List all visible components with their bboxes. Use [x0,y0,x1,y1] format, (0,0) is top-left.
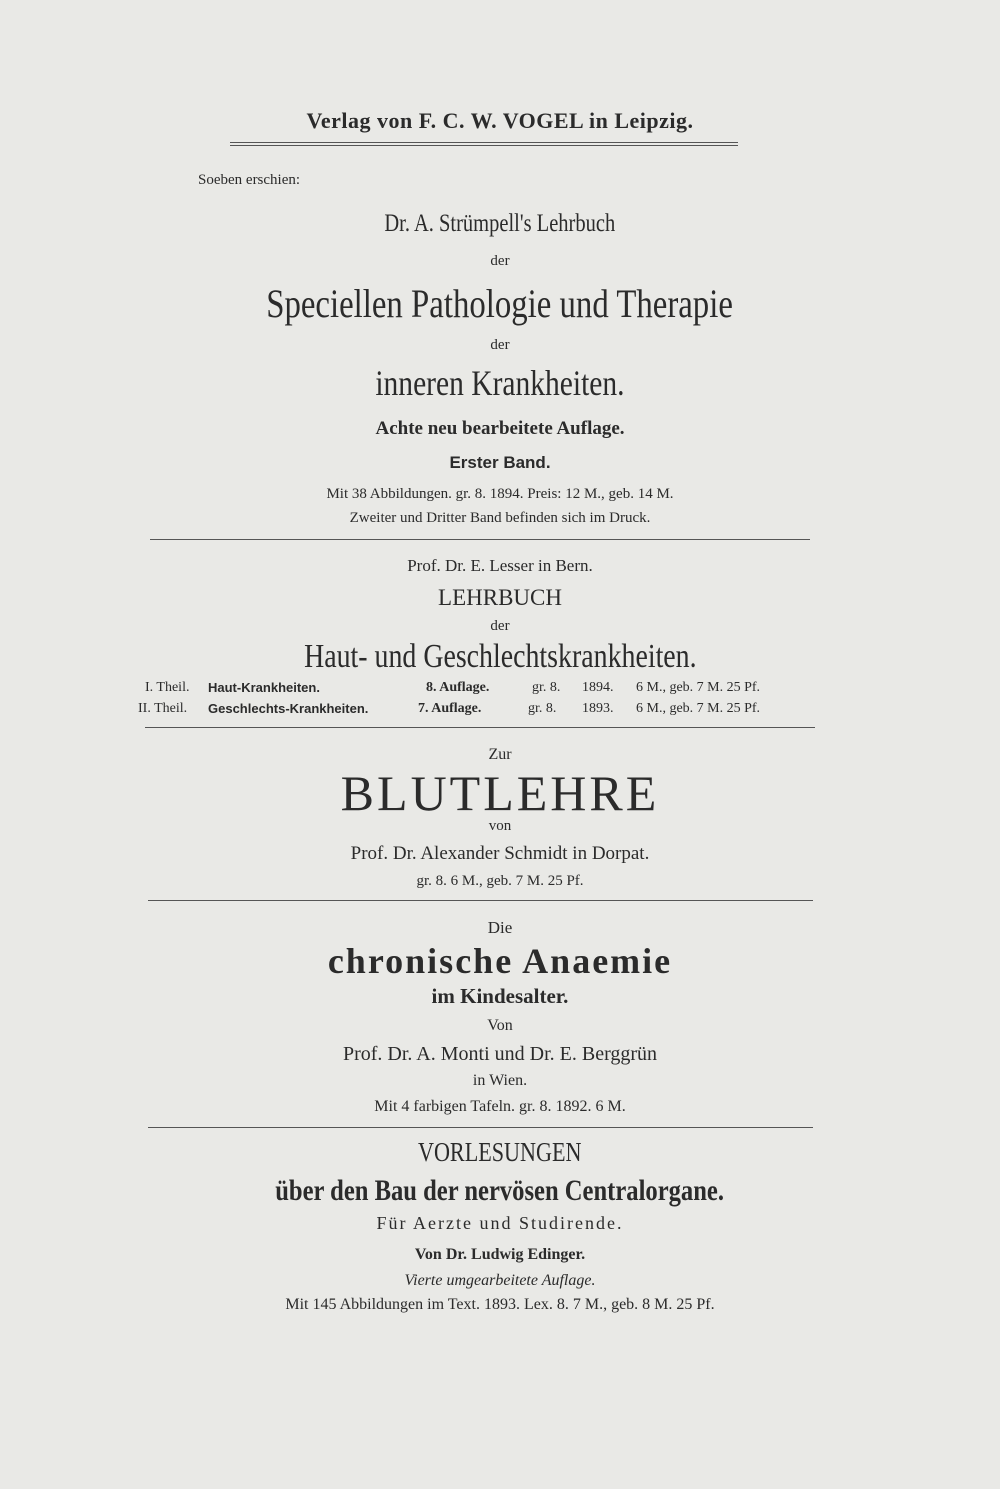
row-format: gr. 8. [528,701,557,716]
row-price: 6 M., geb. 7 M. 25 Pf. [636,680,761,695]
lesser-row-2 [0,701,1000,721]
divider-4 [148,1127,813,1128]
row-year: 1893. [582,701,614,716]
schmidt-author-line: Prof. Dr. Alexander Schmidt in Dorpat. [350,843,650,864]
struempell-details: Mit 38 Abbildungen. gr. 8. 1894. Preis: 12 M., geb. 14 M. [326,486,674,502]
monti-details: Mit 4 farbigen Tafeln. gr. 8. 1892. 6 M. [374,1098,626,1115]
row-format: gr. 8. [532,680,561,695]
schmidt-title: BLUTLEHRE [340,765,660,821]
soeben-label: Soeben erschien: [198,172,301,188]
monti-die: Die [487,918,513,937]
struempell-author-line: Dr. A. Strümpell's Lehrbuch [384,210,616,237]
lesser-author-line: Prof. Dr. E. Lesser in Bern. [407,556,593,575]
struempell-note: Zweiter und Dritter Band befinden sich im Druck. [349,510,651,526]
struempell-volume: Erster Band. [449,453,551,472]
publisher-header: Verlag von F. C. W. VOGEL in Leipzig. [306,108,694,133]
edinger-author: Von Dr. Ludwig Edinger. [414,1246,586,1263]
monti-title: chronische Anaemie [327,941,673,981]
lesser-lehrbuch: LEHRBUCH [438,585,562,610]
monti-von: Von [487,1017,513,1034]
struempell-der-1: der [490,253,510,269]
row-price: 6 M., geb. 7 M. 25 Pf. [636,701,761,716]
struempell-title: Speciellen Pathologie und Therapie [266,281,734,326]
struempell-subtitle: inneren Krankheiten. [375,363,625,403]
divider-1 [150,539,810,540]
header-double-rule [230,142,738,146]
schmidt-zur: Zur [488,746,512,763]
monti-place: in Wien. [472,1072,528,1089]
schmidt-von: von [488,818,512,834]
edinger-subtitle: über den Bau der nervösen Centralorgane. [275,1174,725,1207]
divider-3 [148,900,813,901]
lesser-row-1 [0,680,1000,700]
edinger-edition: Vierte umgearbeitete Auflage. [404,1272,596,1289]
edinger-details: Mit 145 Abbildungen im Text. 1893. Lex. 8. 7 M., geb. 8 M. 25 Pf. [285,1296,715,1313]
lesser-der: der [490,618,510,634]
lesser-title: Haut- und Geschlechtskrankheiten. [303,638,697,675]
row-part: I. Theil. [145,680,190,695]
struempell-edition: Achte neu bearbeitete Auflage. [375,418,625,439]
row-edition: 8. Auflage. [426,680,490,695]
row-year: 1894. [582,680,614,695]
monti-authors: Prof. Dr. A. Monti und Dr. E. Berggrün [342,1043,658,1065]
divider-2 [145,727,815,728]
schmidt-details: gr. 8. 6 M., geb. 7 M. 25 Pf. [416,873,584,889]
row-name: Haut-Krankheiten. [208,680,320,695]
row-edition: 7. Auflage. [418,701,482,716]
row-part: II. Theil. [138,701,188,716]
row-name: Geschlechts-Krankheiten. [208,701,369,716]
monti-subtitle: im Kindesalter. [431,984,569,1008]
edinger-title: VORLESUNGEN [418,1137,582,1167]
edinger-audience: Für Aerzte und Studirende. [376,1213,624,1233]
struempell-der-2: der [490,337,510,353]
